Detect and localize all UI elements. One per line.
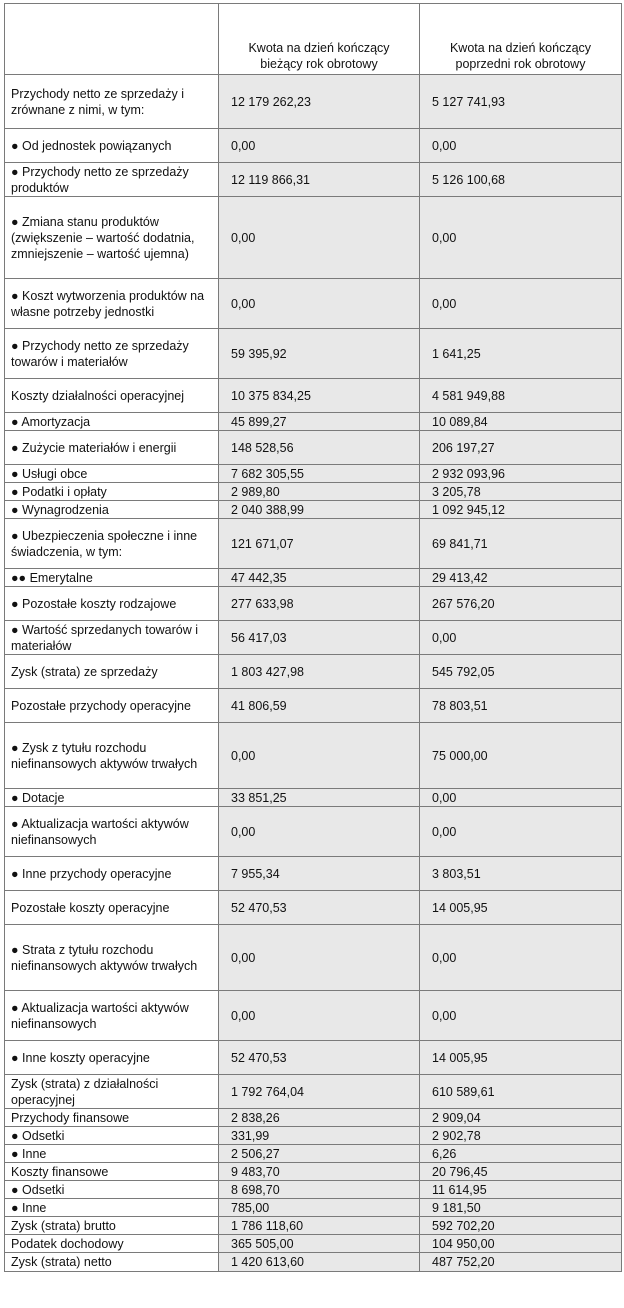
current-year-value: 56 417,03	[219, 621, 420, 655]
current-year-value: 148 528,56	[219, 431, 420, 465]
previous-year-value: 3 803,51	[420, 857, 622, 891]
previous-year-value: 0,00	[420, 991, 622, 1041]
row-label: Koszty działalności operacyjnej	[5, 379, 219, 413]
current-year-value: 365 505,00	[219, 1235, 420, 1253]
current-year-value: 10 375 834,25	[219, 379, 420, 413]
current-year-value: 47 442,35	[219, 569, 420, 587]
table-row	[5, 807, 622, 857]
table-row	[5, 925, 622, 991]
previous-year-value: 487 752,20	[420, 1253, 622, 1272]
table-header	[5, 4, 622, 75]
previous-year-value: 0,00	[420, 129, 622, 163]
table-row	[5, 1127, 622, 1145]
table-row	[5, 1235, 622, 1253]
current-year-value: 41 806,59	[219, 689, 420, 723]
previous-year-value: 69 841,71	[420, 519, 622, 569]
row-label: ● Przychody netto ze sprzedaży produktów	[5, 163, 219, 197]
previous-year-value: 267 576,20	[420, 587, 622, 621]
table-row	[5, 621, 622, 655]
previous-year-value: 10 089,84	[420, 413, 622, 431]
row-label: ● Zmiana stanu produktów (zwiększenie – wartość dodatnia, zmniejszenie – wartość ujemna)	[5, 197, 219, 279]
previous-year-value: 610 589,61	[420, 1075, 622, 1109]
row-label: ● Przychody netto ze sprzedaży towarów i materiałów	[5, 329, 219, 379]
current-year-value: 1 792 764,04	[219, 1075, 420, 1109]
current-year-value: 0,00	[219, 723, 420, 789]
previous-year-value: 0,00	[420, 197, 622, 279]
row-label: ● Odsetki	[5, 1181, 219, 1199]
current-year-value: 0,00	[219, 129, 420, 163]
row-label: Pozostałe przychody operacyjne	[5, 689, 219, 723]
previous-year-value: 6,26	[420, 1145, 622, 1163]
row-label: ● Inne koszty operacyjne	[5, 1041, 219, 1075]
current-year-value: 0,00	[219, 279, 420, 329]
row-label: ● Od jednostek powiązanych	[5, 129, 219, 163]
table-row	[5, 723, 622, 789]
row-label: ● Inne przychody operacyjne	[5, 857, 219, 891]
row-label: ●● Emerytalne	[5, 569, 219, 587]
current-year-value: 7 955,34	[219, 857, 420, 891]
current-year-value: 121 671,07	[219, 519, 420, 569]
table-row	[5, 891, 622, 925]
current-year-value: 2 506,27	[219, 1145, 420, 1163]
current-year-value: 785,00	[219, 1199, 420, 1217]
row-label: Pozostałe koszty operacyjne	[5, 891, 219, 925]
row-label: ● Amortyzacja	[5, 413, 219, 431]
current-year-value: 2 040 388,99	[219, 501, 420, 519]
table-row	[5, 1145, 622, 1163]
header-previous-year: Kwota na dzień kończący poprzedni rok obrotowy	[420, 4, 622, 75]
current-year-value: 331,99	[219, 1127, 420, 1145]
table-row	[5, 379, 622, 413]
previous-year-value: 1 092 945,12	[420, 501, 622, 519]
previous-year-value: 20 796,45	[420, 1163, 622, 1181]
table-row	[5, 689, 622, 723]
table-row	[5, 329, 622, 379]
table-row	[5, 1199, 622, 1217]
table-row	[5, 501, 622, 519]
row-label: ● Aktualizacja wartości aktywów niefinansowych	[5, 991, 219, 1041]
current-year-value: 33 851,25	[219, 789, 420, 807]
table-row	[5, 1109, 622, 1127]
row-label: ● Strata z tytułu rozchodu niefinansowych aktywów trwałych	[5, 925, 219, 991]
table-row	[5, 163, 622, 197]
previous-year-value: 78 803,51	[420, 689, 622, 723]
table-row	[5, 587, 622, 621]
table-row	[5, 129, 622, 163]
row-label: Zysk (strata) brutto	[5, 1217, 219, 1235]
current-year-value: 52 470,53	[219, 1041, 420, 1075]
previous-year-value: 0,00	[420, 925, 622, 991]
current-year-value: 0,00	[219, 197, 420, 279]
previous-year-value: 104 950,00	[420, 1235, 622, 1253]
table-row	[5, 1163, 622, 1181]
previous-year-value: 2 932 093,96	[420, 465, 622, 483]
table-row	[5, 279, 622, 329]
table-row	[5, 655, 622, 689]
table-row	[5, 1041, 622, 1075]
row-label: Zysk (strata) ze sprzedaży	[5, 655, 219, 689]
table-row	[5, 465, 622, 483]
table-row	[5, 75, 622, 129]
previous-year-value: 545 792,05	[420, 655, 622, 689]
row-label: ● Inne	[5, 1199, 219, 1217]
table-row	[5, 569, 622, 587]
current-year-value: 2 838,26	[219, 1109, 420, 1127]
table-row	[5, 1253, 622, 1272]
current-year-value: 1 803 427,98	[219, 655, 420, 689]
previous-year-value: 2 909,04	[420, 1109, 622, 1127]
table-row	[5, 1181, 622, 1199]
row-label: Przychody finansowe	[5, 1109, 219, 1127]
previous-year-value: 0,00	[420, 279, 622, 329]
current-year-value: 0,00	[219, 925, 420, 991]
previous-year-value: 29 413,42	[420, 569, 622, 587]
previous-year-value: 14 005,95	[420, 1041, 622, 1075]
current-year-value: 2 989,80	[219, 483, 420, 501]
row-label: Przychody netto ze sprzedaży i zrównane z nimi, w tym:	[5, 75, 219, 129]
row-label: ● Ubezpieczenia społeczne i inne świadczenia, w tym:	[5, 519, 219, 569]
current-year-value: 59 395,92	[219, 329, 420, 379]
row-label: ● Zysk z tytułu rozchodu niefinansowych aktywów trwałych	[5, 723, 219, 789]
current-year-value: 1 786 118,60	[219, 1217, 420, 1235]
previous-year-value: 75 000,00	[420, 723, 622, 789]
current-year-value: 7 682 305,55	[219, 465, 420, 483]
table-body	[5, 75, 622, 1272]
current-year-value: 0,00	[219, 991, 420, 1041]
previous-year-value: 3 205,78	[420, 483, 622, 501]
row-label: ● Inne	[5, 1145, 219, 1163]
previous-year-value: 5 127 741,93	[420, 75, 622, 129]
current-year-value: 52 470,53	[219, 891, 420, 925]
row-label: ● Koszt wytworzenia produktów na własne potrzeby jednostki	[5, 279, 219, 329]
row-label: ● Aktualizacja wartości aktywów niefinansowych	[5, 807, 219, 857]
row-label: Podatek dochodowy	[5, 1235, 219, 1253]
row-label: ● Usługi obce	[5, 465, 219, 483]
header-current-year: Kwota na dzień kończący bieżący rok obrotowy	[219, 4, 420, 75]
previous-year-value: 9 181,50	[420, 1199, 622, 1217]
row-label: Zysk (strata) netto	[5, 1253, 219, 1272]
previous-year-value: 206 197,27	[420, 431, 622, 465]
row-label: ● Zużycie materiałów i energii	[5, 431, 219, 465]
table-row	[5, 1217, 622, 1235]
previous-year-value: 11 614,95	[420, 1181, 622, 1199]
row-label: ● Podatki i opłaty	[5, 483, 219, 501]
previous-year-value: 2 902,78	[420, 1127, 622, 1145]
row-label: ● Odsetki	[5, 1127, 219, 1145]
table-row	[5, 413, 622, 431]
table-row	[5, 991, 622, 1041]
table-row	[5, 197, 622, 279]
table-row	[5, 1075, 622, 1109]
row-label: ● Wynagrodzenia	[5, 501, 219, 519]
previous-year-value: 0,00	[420, 621, 622, 655]
current-year-value: 0,00	[219, 807, 420, 857]
header-empty-cell	[5, 4, 219, 75]
current-year-value: 12 179 262,23	[219, 75, 420, 129]
row-label: ● Pozostałe koszty rodzajowe	[5, 587, 219, 621]
previous-year-value: 4 581 949,88	[420, 379, 622, 413]
previous-year-value: 14 005,95	[420, 891, 622, 925]
row-label: Zysk (strata) z działalności operacyjnej	[5, 1075, 219, 1109]
current-year-value: 45 899,27	[219, 413, 420, 431]
current-year-value: 9 483,70	[219, 1163, 420, 1181]
current-year-value: 8 698,70	[219, 1181, 420, 1199]
table-row	[5, 789, 622, 807]
previous-year-value: 1 641,25	[420, 329, 622, 379]
current-year-value: 277 633,98	[219, 587, 420, 621]
previous-year-value: 592 702,20	[420, 1217, 622, 1235]
table-row	[5, 431, 622, 465]
previous-year-value: 0,00	[420, 807, 622, 857]
table-row	[5, 483, 622, 501]
current-year-value: 12 119 866,31	[219, 163, 420, 197]
current-year-value: 1 420 613,60	[219, 1253, 420, 1272]
table-row	[5, 857, 622, 891]
row-label: ● Dotacje	[5, 789, 219, 807]
row-label: Koszty finansowe	[5, 1163, 219, 1181]
previous-year-value: 5 126 100,68	[420, 163, 622, 197]
row-label: ● Wartość sprzedanych towarów i materiałów	[5, 621, 219, 655]
financial-statement-table	[4, 3, 622, 1272]
table-row	[5, 519, 622, 569]
previous-year-value: 0,00	[420, 789, 622, 807]
